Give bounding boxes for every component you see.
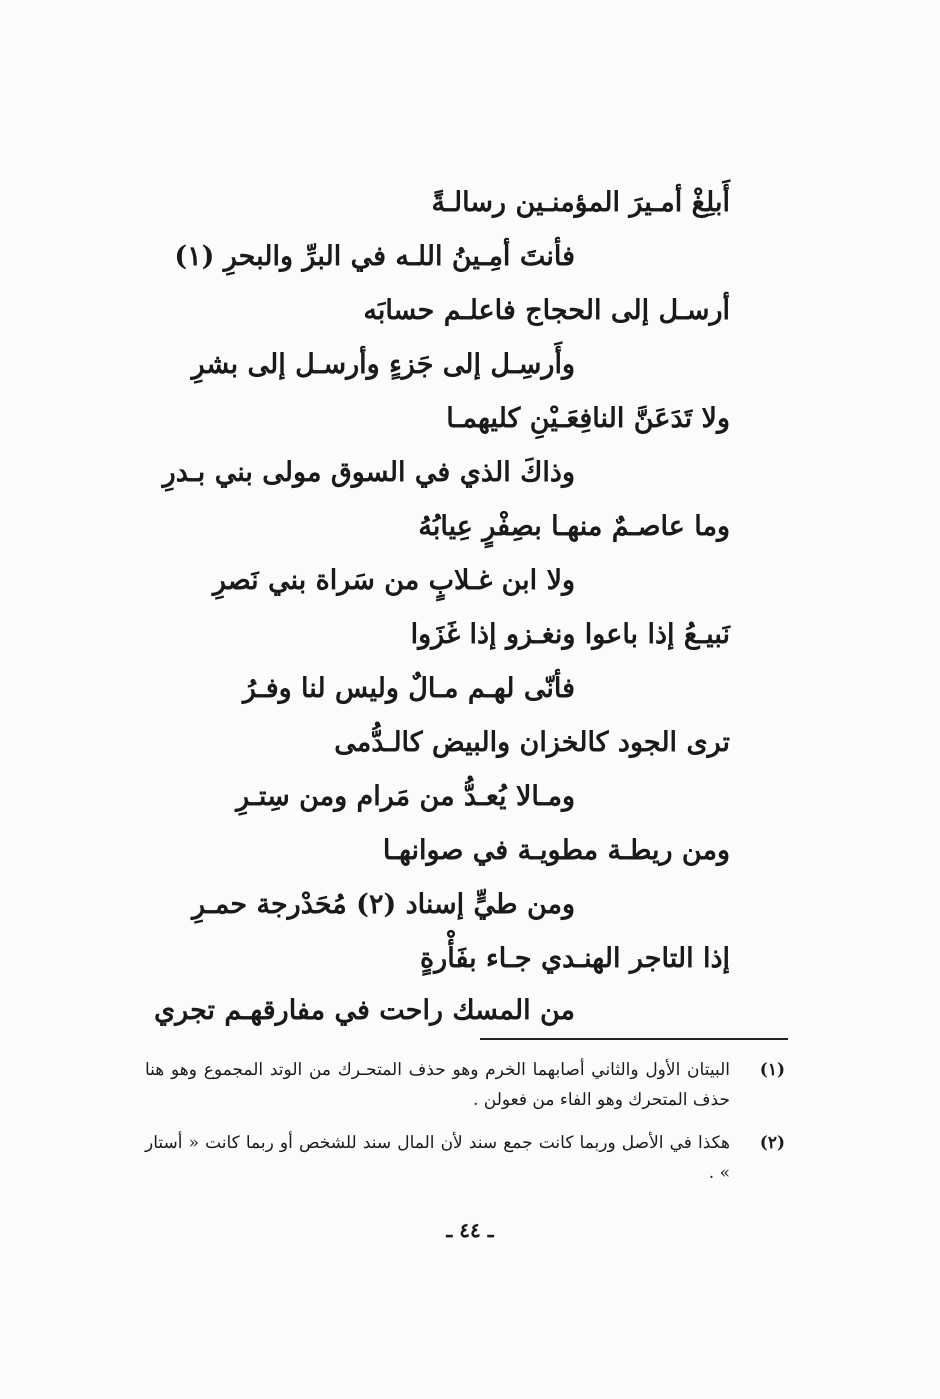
- verse-line-3: أرسـل إلى الحجاج فاعلـم حسابَه: [363, 295, 730, 326]
- footnote-text: هكذا في الأصل وربما كانت جمع سند لأن المال سند للشخص أو ربما كانت « أستار » .: [145, 1133, 730, 1183]
- verse-line-11: ترى الجود كالخزان والبيض كالـدُّمى: [334, 727, 730, 758]
- verse-line-10: فأنّى لهـم مـالٌ وليس لنا وفـرُ: [242, 673, 575, 704]
- verse-line-8: ولا ابن غـلابٍ من سَراة بني نَصرِ: [212, 565, 575, 596]
- page-number: ـ ٤٤ ـ: [446, 1218, 494, 1242]
- verse-line-1: أَبلِغْ أمـيرَ المؤمنـين رسالـةً: [431, 187, 730, 218]
- footnote-separator: [480, 1038, 788, 1040]
- verse-line-12: ومـالا يُعـدُّ من مَرام ومن سِتـرِ: [236, 781, 575, 812]
- verse-line-2: فأنتَ أمِـينُ اللـه في البرِّ والبحرِ (١): [174, 241, 575, 272]
- footnote-2: [145, 1128, 785, 1190]
- verse-line-15: إذا التاجر الهنـدي جـاء بفَأْرةٍ: [420, 943, 730, 974]
- verse-line-6: وذاكَ الذي في السوق مولى بني بـدرِ: [162, 457, 575, 488]
- footnote-number: (٢): [759, 1133, 785, 1153]
- verse-line-9: نَبيـعُ إذا باعوا ونغـزو إذا غَزَوا: [410, 619, 730, 650]
- verse-line-7: وما عاصـمٌ منهـا بصِفْرٍ عِيابُهُ: [418, 511, 730, 542]
- footnote-number: (١): [759, 1060, 785, 1080]
- footnote-1: [145, 1055, 785, 1117]
- verse-line-16: من المسك راحت في مفارقهـم تجري: [154, 995, 575, 1026]
- footnote-text: البيتان الأول والثاني أصابهما الخرم وهو حذف المتحـرك من الوتد المجموع وهو هنا حذف المتحرك وهو الفاء من فعولن .: [145, 1060, 730, 1110]
- verse-line-5: ولا تَدَعَنَّ النافِعَـيْنِ كليهمـا: [446, 403, 730, 434]
- verse-line-4: وأَرسِـل إلى جَزءٍ وأرسـل إلى بشرِ: [191, 349, 575, 380]
- verse-line-14: ومن طيٍّ إسناد (٢) مُحَدْرجة حمـرِ: [191, 889, 575, 920]
- verse-line-13: ومن ريطـة مطويـة في صوانهـا: [382, 835, 730, 866]
